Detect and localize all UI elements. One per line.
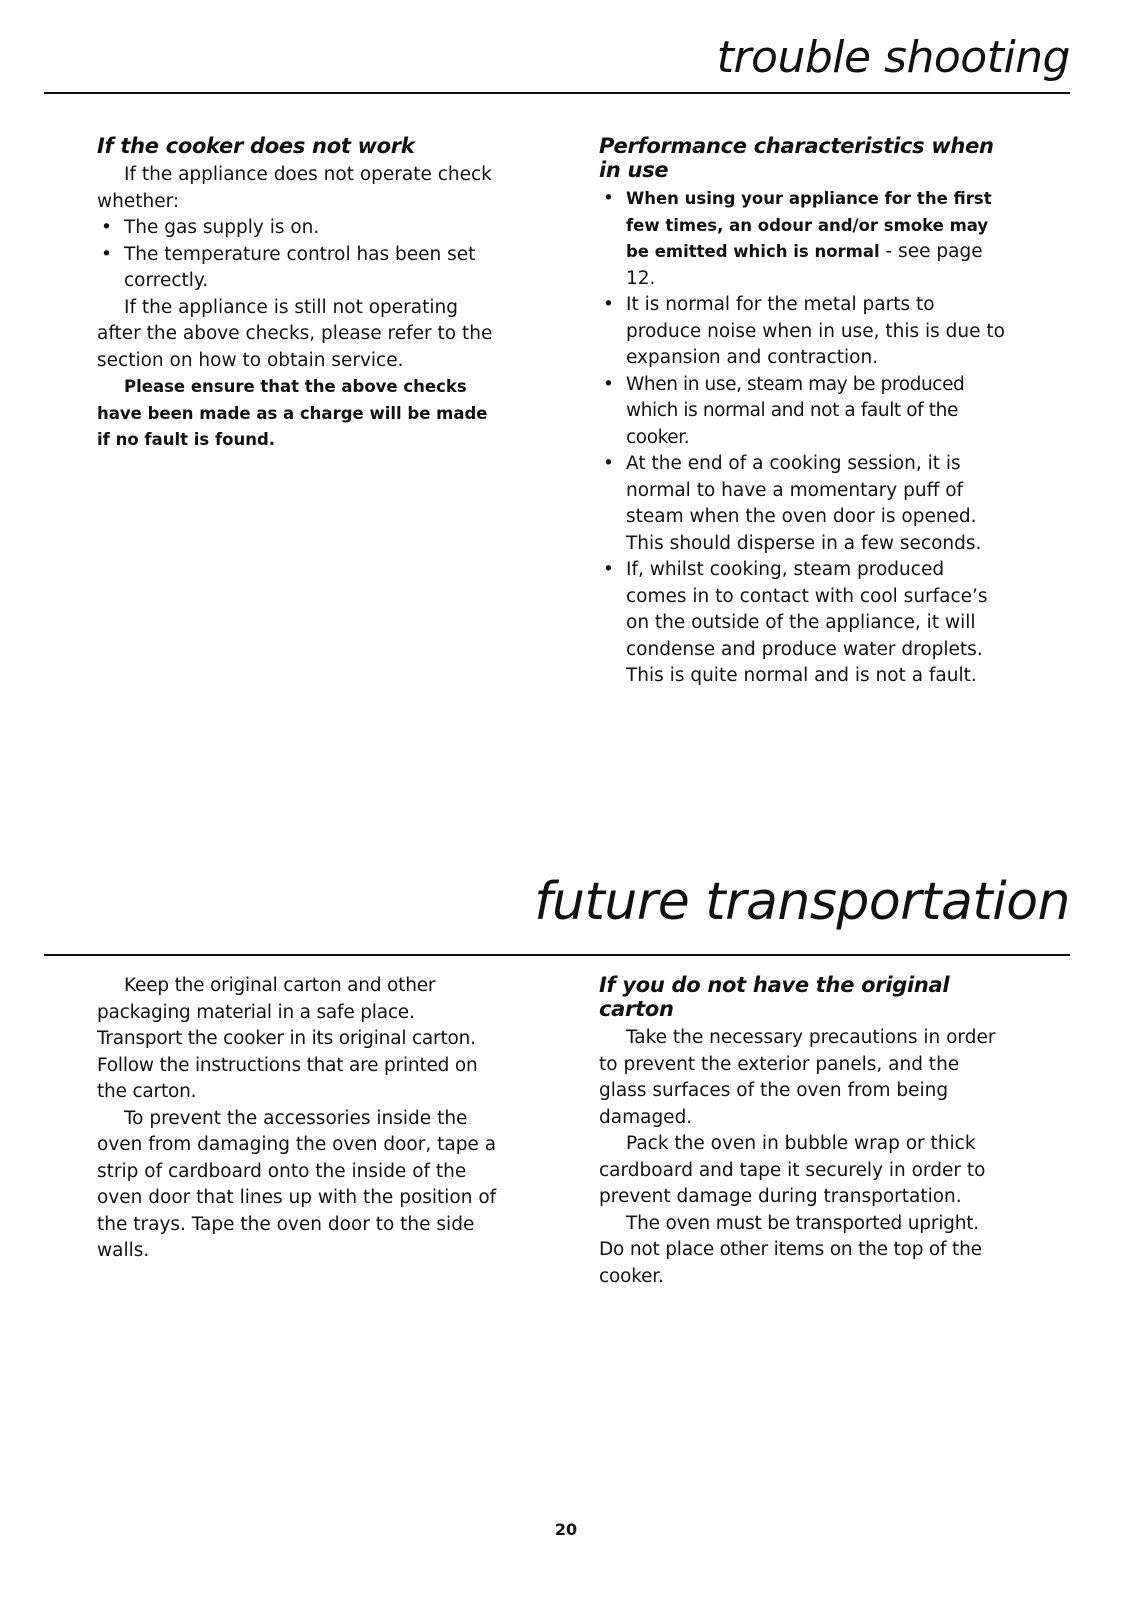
list-item-text: When in use, steam may be produced which is normal and not a fault of the cooker. — [626, 373, 965, 448]
keep-carton-text: Keep the original carton and other packaging material in a safe place. Transport the cooker in its original carton. Follow the instructions that are printed on the carton. — [97, 975, 478, 1102]
list-item-text: At the end of a cooking session, it is normal to have a momentary puff of steam when the oven door is opened. This should disperse in a few seconds. — [626, 453, 982, 554]
odour-warning-text: When using your appliance for the first few times, an odour and/or smoke may be emitted which is normal — [626, 189, 992, 261]
list-item — [599, 292, 1007, 372]
section-title-future-transportation: future transportation — [534, 872, 1070, 932]
bullet-icon: • — [603, 188, 614, 209]
section-divider — [44, 954, 1070, 956]
upright-text: The oven must be transported upright. Do not place other items on the top of the cooker. — [599, 1212, 982, 1287]
check-list — [97, 215, 505, 295]
list-item — [599, 557, 1007, 690]
cooker-not-work-heading: If the cooker does not work — [97, 134, 415, 158]
service-text: If the appliance is still not operating after the above checks, please refer to the section on how to obtain service. — [97, 296, 493, 371]
precautions-text: Take the necessary precautions in order to prevent the exterior panels, and the glass surfaces of the oven from being damaged. — [599, 1027, 996, 1128]
page-reference-text: - see page 12. — [626, 241, 983, 289]
list-item — [599, 186, 1007, 292]
bullet-icon: • — [603, 294, 614, 315]
check-intro-text: If the appliance does not operate check whether: — [97, 164, 492, 212]
page-number: 20 — [554, 1520, 578, 1539]
tape-door-text: To prevent the accessories inside the oven from damaging the oven door, tape a strip of cardboard onto the inside of the oven door that lines up with the position of the trays. Tape the oven door to the side walls. — [97, 1107, 497, 1261]
list-item-text: It is normal for the metal parts to produce noise when in use, this is due to expansion and contraction. — [626, 294, 1005, 368]
packaging-column — [97, 973, 505, 1265]
performance-heading: Performance characteristics when in use — [599, 134, 994, 182]
no-carton-column — [599, 973, 1007, 1290]
list-item — [599, 451, 1007, 557]
section-title-trouble-shooting: trouble shooting — [716, 32, 1070, 83]
bullet-icon: • — [101, 217, 112, 238]
bullet-icon: • — [603, 453, 614, 474]
bullet-icon: • — [101, 243, 112, 265]
list-item — [97, 215, 505, 242]
list-item-text: The temperature control has been set correctly. — [124, 243, 476, 291]
no-carton-heading: If you do not have the original carton — [599, 973, 950, 1021]
list-item-text: If, whilst cooking, steam produced comes in to contact with cool surface’s on the outside of the appliance, it will condense and produce water droplets. This is quite normal and is not a fault. — [626, 559, 988, 686]
section-divider — [44, 92, 1070, 94]
list-item — [599, 372, 1007, 452]
cooker-not-work-column — [97, 134, 505, 454]
bullet-icon: • — [603, 373, 614, 395]
charge-warning-text: Please ensure that the above checks have been made as a charge will be made if no fault is found. — [97, 377, 488, 449]
bullet-icon: • — [603, 559, 614, 580]
performance-list — [599, 186, 1007, 690]
list-item-text: The gas supply is on. — [124, 217, 320, 238]
bubble-wrap-text: Pack the oven in bubble wrap or thick cardboard and tape it securely in order to prevent damage during transportation. — [599, 1133, 986, 1207]
performance-column — [599, 134, 1007, 690]
list-item — [97, 242, 505, 295]
